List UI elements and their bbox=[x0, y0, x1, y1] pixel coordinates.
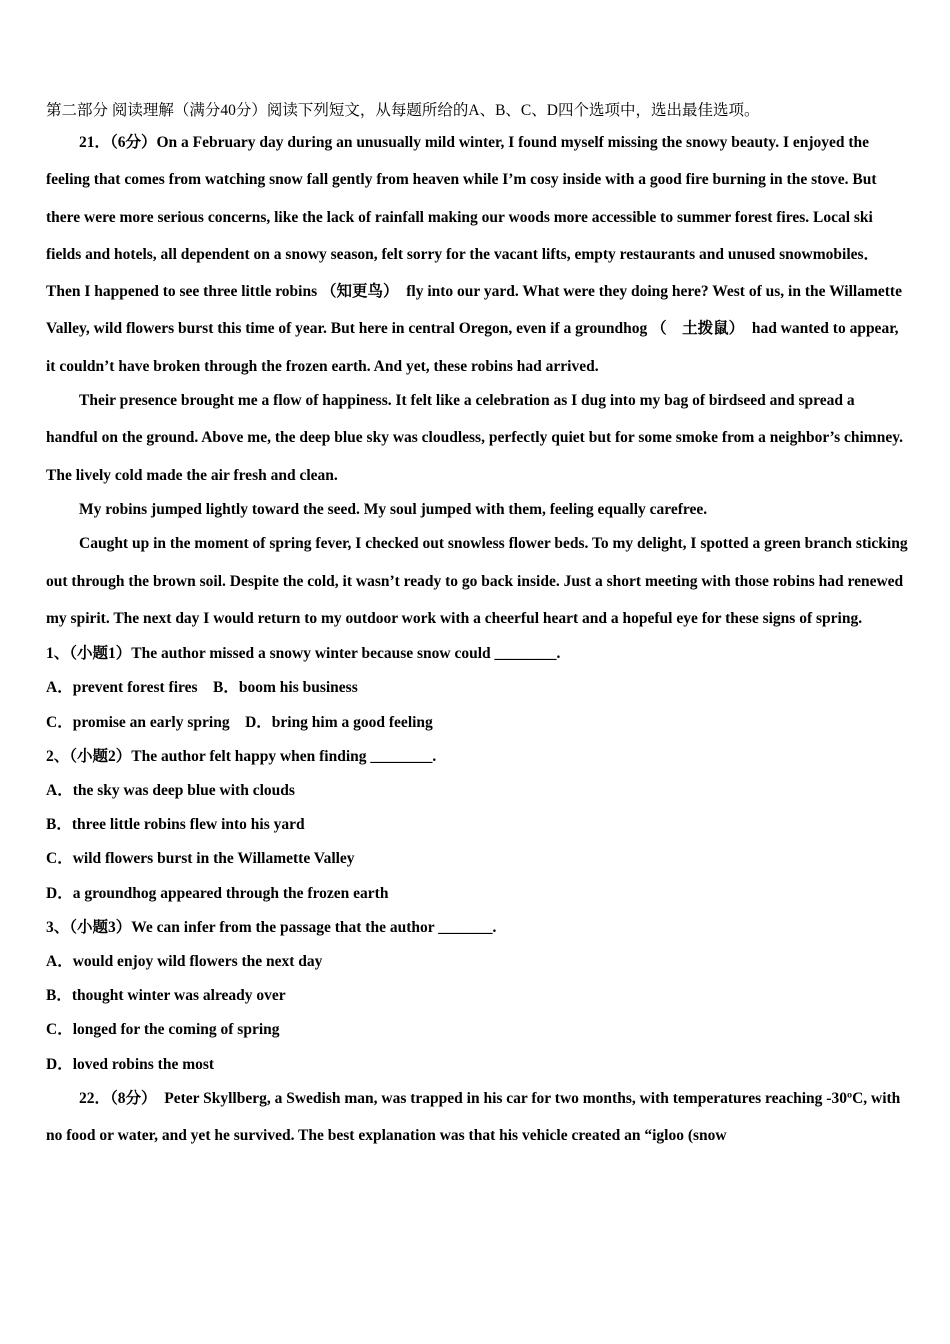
question-option: D．a groundhog appeared through the frozen earth bbox=[46, 884, 389, 902]
question-2 bbox=[46, 740, 908, 911]
question-stem: 1、（小题1）The author missed a snowy winter because snow could ________. bbox=[46, 645, 561, 663]
question-option: A．would enjoy wild flowers the next day bbox=[46, 952, 323, 970]
question-option: B．three little robins flew into his yard bbox=[46, 816, 305, 834]
section-heading: 第二部分 阅读理解（满分40分）阅读下列短文，从每题所给的A、B、C、D四个选项中，选出最佳选项。 bbox=[46, 102, 760, 119]
question-1 bbox=[46, 637, 908, 740]
question-option: B．thought winter was already over bbox=[46, 987, 286, 1005]
passage-22 bbox=[46, 1080, 908, 1155]
passage-21-paragraph-2: Their presence brought me a flow of happiness. It felt like a celebration as I dug into my bag of birdseed and spread a handful on the ground. Above me, the deep blue sky was cloudless, perfectly quiet but for some smoke from a neighbor’s chimney. The lively cold made the air fresh and clean. bbox=[46, 392, 903, 484]
question-3 bbox=[46, 911, 908, 1082]
document-page bbox=[46, 98, 908, 1154]
passage-21 bbox=[46, 124, 908, 637]
question-option: C．wild flowers burst in the Willamette Valley bbox=[46, 850, 355, 868]
question-option: C．longed for the coming of spring bbox=[46, 1021, 280, 1039]
question-option: A．the sky was deep blue with clouds bbox=[46, 781, 295, 799]
question-option: D．loved robins the most bbox=[46, 1055, 215, 1073]
passage-21-paragraph-1: 21．（6分）On a February day during an unusually mild winter, I found myself missing the snowy beauty. I enjoyed the feeling that comes from watching snow fall gently from heaven while I’m cosy inside with a good fire burning in the stove. But there were more serious concerns, like the lack of rainfall making our woods more accessible to summer forest fires. Local ski fields and hotels, all dependent on a snowy season, felt sorry for the vacant lifts, empty restaurants and unused snowmobiles．Then I happened to see three little robins （知更鸟） fly into our yard. What were they doing here? West of us, in the Willamette Valley, wild flowers burst this time of year. But here in central Oregon, even if a groundhog （ 土拨鼠） had wanted to appear, it couldn’t have broken through the frozen earth. And yet, these robins had arrived. bbox=[46, 134, 902, 375]
question-stem: 2、（小题2）The author felt happy when finding ________. bbox=[46, 747, 437, 765]
passage-22-paragraph-1: 22．（8分） Peter Skyllberg, a Swedish man, was trapped in his car for two months, with temperatures reaching -30ºC, with no food or water, and yet he survived. The best explanation was that his vehicle created an “igloo (snow bbox=[46, 1089, 901, 1145]
passage-21-paragraph-3: My robins jumped lightly toward the seed. My soul jumped with them, feeling equally carefree. bbox=[79, 500, 708, 518]
question-options-row: A．prevent forest fires B．boom his business bbox=[46, 679, 358, 697]
question-stem: 3、（小题3）We can infer from the passage that the author _______. bbox=[46, 918, 497, 936]
passage-21-paragraph-4: Caught up in the moment of spring fever, I checked out snowless flower beds. To my delight, I spotted a green branch sticking out through the brown soil. Despite the cold, it wasn’t ready to go back inside. Just a short meeting with those robins had renewed my spirit. The next day I would return to my outdoor work with a cheerful heart and a hopeful eye for these signs of spring. bbox=[46, 535, 908, 627]
question-options-row: C．promise an early spring D．bring him a good feeling bbox=[46, 713, 433, 731]
